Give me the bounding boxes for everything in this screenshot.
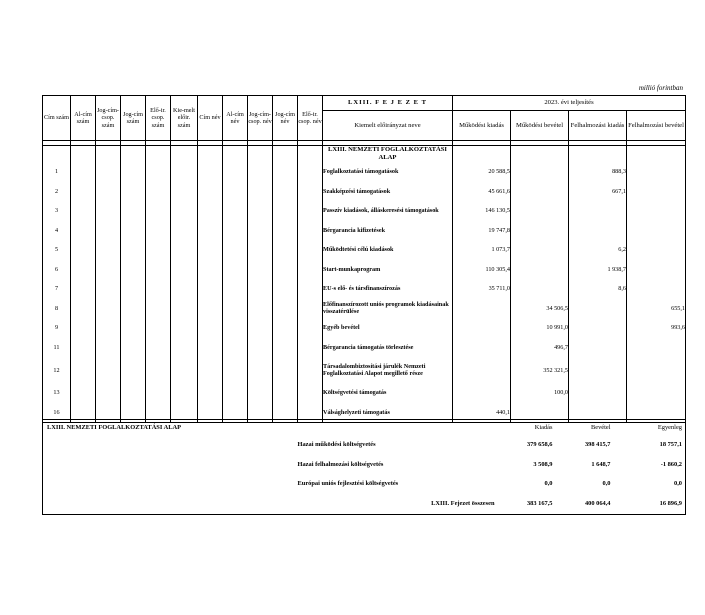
summary-egyenleg: -1 860,2 <box>660 460 682 468</box>
row-number: 11 <box>43 338 71 358</box>
col-header-jogcim-nev: Jog-cím név <box>273 96 298 141</box>
row-name: Foglalkoztatási támogatások <box>323 162 453 182</box>
felhalmozasi-bevetel-value <box>627 240 686 260</box>
summary-title: LXIII. NEMZETI FOGLALKOZTATÁSI ALAP <box>47 423 181 431</box>
table-row <box>43 221 686 241</box>
mukodesi-bevetel-value: 100,0 <box>511 383 569 403</box>
felhalmozasi-bevetel-value <box>627 221 686 241</box>
col-header-kiemelt-szam: Kie-melt előir. szám <box>171 96 198 141</box>
table-row <box>43 182 686 202</box>
col-header-felhalmozasi-bevetel: Felhalmozási bevétel <box>627 111 686 141</box>
felhalmozasi-bevetel-value <box>627 182 686 202</box>
item-name-header: Kiemelt előirányzat neve <box>323 111 453 141</box>
table-row <box>43 338 686 358</box>
felhalmozasi-kiadas-value <box>569 338 627 358</box>
felhalmozasi-bevetel-value <box>627 162 686 182</box>
row-number: 2 <box>43 182 71 202</box>
felhalmozasi-kiadas-value <box>569 201 627 221</box>
felhalmozasi-bevetel-value: 993,6 <box>627 318 686 338</box>
row-number: 1 <box>43 162 71 182</box>
table-body <box>43 141 686 423</box>
felhalmozasi-bevetel-value <box>627 279 686 299</box>
table-row <box>43 260 686 280</box>
summary-row <box>43 455 686 474</box>
col-header-mukodesi-kiadas: Működési kiadás <box>453 111 511 141</box>
col-header-alcim-szam: Al-cím szám <box>71 96 96 141</box>
felhalmozasi-kiadas-value: 1 938,7 <box>569 260 627 280</box>
row-number: 4 <box>43 221 71 241</box>
mukodesi-kiadas-value: 45 661,6 <box>453 182 511 202</box>
felhalmozasi-kiadas-value <box>569 318 627 338</box>
row-name: Költségvetési támogatás <box>323 383 453 403</box>
table-row <box>43 279 686 299</box>
row-name: Start-munkaprogram <box>323 260 453 280</box>
summary-row-label: Hazai felhalmozási költségvetés <box>297 460 384 468</box>
col-header-eloircsop-nev: Elő-ir. csop. név <box>298 96 323 141</box>
col-header-jogcimcsop-nev: Jog-cím-csop. név <box>248 96 273 141</box>
mukodesi-kiadas-value: 20 588,5 <box>453 162 511 182</box>
row-number: 16 <box>43 403 71 423</box>
row-number: 8 <box>43 299 71 319</box>
mukodesi-kiadas-value <box>453 299 511 319</box>
table-row <box>43 162 686 182</box>
row-name: Bérgarancia kifizetések <box>323 221 453 241</box>
mukodesi-bevetel-value <box>511 240 569 260</box>
summary-total-label: LXIII. Fejezet összesen <box>431 500 495 508</box>
summary-bevetel: 0,0 <box>602 480 611 488</box>
mukodesi-kiadas-value <box>453 338 511 358</box>
summary-egyenleg: 0,0 <box>674 480 682 488</box>
mukodesi-bevetel-value <box>511 182 569 202</box>
felhalmozasi-kiadas-value: 888,3 <box>569 162 627 182</box>
row-number: 3 <box>43 201 71 221</box>
felhalmozasi-kiadas-value: 8,6 <box>569 279 627 299</box>
summary-bevetel: 1 648,7 <box>591 460 611 468</box>
summary-col-egyenleg: Egyenleg <box>657 423 682 431</box>
summary-col-bevetel: Bevétel <box>590 423 611 431</box>
mukodesi-kiadas-value: 1 073,7 <box>453 240 511 260</box>
row-name: Válsághelyzeti támogatás <box>323 403 453 423</box>
summary-col-kiadas: Kiadás <box>534 423 553 431</box>
felhalmozasi-kiadas-value: 667,1 <box>569 182 627 202</box>
table-row <box>43 299 686 319</box>
table-row <box>43 201 686 221</box>
row-name: Passzív kiadások, álláskeresési támogatások <box>323 201 453 221</box>
mukodesi-bevetel-value: 34 506,5 <box>511 299 569 319</box>
summary-bevetel: 398 415,7 <box>584 441 611 449</box>
mukodesi-bevetel-value: 10 991,0 <box>511 318 569 338</box>
summary-row <box>43 474 686 493</box>
summary-row <box>43 435 686 455</box>
felhalmozasi-bevetel-value <box>627 201 686 221</box>
summary-total-egyenleg: 16 896,9 <box>659 500 682 508</box>
row-number: 12 <box>43 357 71 383</box>
felhalmozasi-kiadas-value <box>569 357 627 383</box>
mukodesi-kiadas-value: 35 711,0 <box>453 279 511 299</box>
felhalmozasi-bevetel-value: 655,1 <box>627 299 686 319</box>
year-header: 2023. évi teljesítés <box>453 96 686 111</box>
row-name: Társadalombiztosítási járulék Nemzeti Foglalkoztatási Alapot megillető része <box>323 357 453 383</box>
felhalmozasi-kiadas-value <box>569 221 627 241</box>
table-row <box>43 240 686 260</box>
mukodesi-bevetel-value: 352 321,5 <box>511 357 569 383</box>
felhalmozasi-kiadas-value <box>569 299 627 319</box>
col-header-cim-szam: Cím szám <box>43 96 71 141</box>
row-number: 9 <box>43 318 71 338</box>
unit-label: millió forintban <box>638 84 683 92</box>
col-header-cim-nev: Cím név <box>198 96 223 141</box>
felhalmozasi-bevetel-value <box>627 357 686 383</box>
row-name: Szakképzési támogatások <box>323 182 453 202</box>
row-number: 6 <box>43 260 71 280</box>
col-header-alcim-nev: Al-cím név <box>223 96 248 141</box>
mukodesi-kiadas-value: 146 130,5 <box>453 201 511 221</box>
mukodesi-bevetel-value <box>511 162 569 182</box>
summary-row-label: Európai uniós fejlesztési költségvetés <box>297 480 399 488</box>
header-row-1 <box>43 96 686 111</box>
summary-kiadas: 3 508,9 <box>533 460 553 468</box>
felhalmozasi-bevetel-value <box>627 260 686 280</box>
mukodesi-kiadas-value: 19 747,8 <box>453 221 511 241</box>
col-header-eloircsop-szam: Elő-ir. csop. szám <box>146 96 171 141</box>
mukodesi-bevetel-value <box>511 201 569 221</box>
row-name: Egyéb bevétel <box>323 318 453 338</box>
summary-row-label: Hazai működési költségvetés <box>297 441 376 449</box>
col-header-jogcim-szam: Jog-cím szám <box>121 96 146 141</box>
mukodesi-kiadas-value <box>453 357 511 383</box>
summary-total-bevetel: 400 064,4 <box>584 500 611 508</box>
section-title: LXIII. NEMZETI FOGLALKOZTATÁSI ALAP <box>323 146 453 163</box>
summary-total-kiadas: 383 167,5 <box>526 500 553 508</box>
mukodesi-bevetel-value <box>511 279 569 299</box>
felhalmozasi-bevetel-value <box>627 338 686 358</box>
summary-kiadas: 0,0 <box>544 480 553 488</box>
row-number: 5 <box>43 240 71 260</box>
row-name: Bérgarancia támogatás törlesztése <box>323 338 453 358</box>
mukodesi-kiadas-value: 110 305,4 <box>453 260 511 280</box>
col-header-felhalmozasi-kiadas: Felhalmozási kiadás <box>569 111 627 141</box>
felhalmozasi-bevetel-value <box>627 383 686 403</box>
col-header-jogcimcsop-szam: Jog-cím-csop. szám <box>96 96 121 141</box>
summary-kiadas: 379 658,6 <box>526 441 553 449</box>
summary-egyenleg: 18 757,1 <box>659 441 682 449</box>
row-name: Működtetési célú kiadások <box>323 240 453 260</box>
table-row <box>43 318 686 338</box>
table-row <box>43 357 686 383</box>
col-header-mukodesi-bevetel: Működési bevétel <box>511 111 569 141</box>
row-name: Előfinanszírozott uniós programok kiadásainak visszatérülése <box>323 299 453 319</box>
mukodesi-kiadas-value: 440,1 <box>453 403 511 423</box>
budget-table <box>42 95 686 423</box>
mukodesi-bevetel-value <box>511 260 569 280</box>
summary-header-row <box>43 420 686 435</box>
felhalmozasi-kiadas-value <box>569 383 627 403</box>
chapter-header: LXIII. F E J E Z E T <box>323 96 453 111</box>
mukodesi-kiadas-value <box>453 383 511 403</box>
summary-table <box>42 419 686 515</box>
mukodesi-bevetel-value: 496,7 <box>511 338 569 358</box>
row-number: 13 <box>43 383 71 403</box>
table-row <box>43 383 686 403</box>
mukodesi-kiadas-value <box>453 318 511 338</box>
row-number: 7 <box>43 279 71 299</box>
summary-total-row <box>43 493 686 514</box>
felhalmozasi-kiadas-value: 6,2 <box>569 240 627 260</box>
row-name: EU-s elő- és társfinanszírozás <box>323 279 453 299</box>
section-title-row <box>43 146 686 163</box>
mukodesi-bevetel-value <box>511 221 569 241</box>
